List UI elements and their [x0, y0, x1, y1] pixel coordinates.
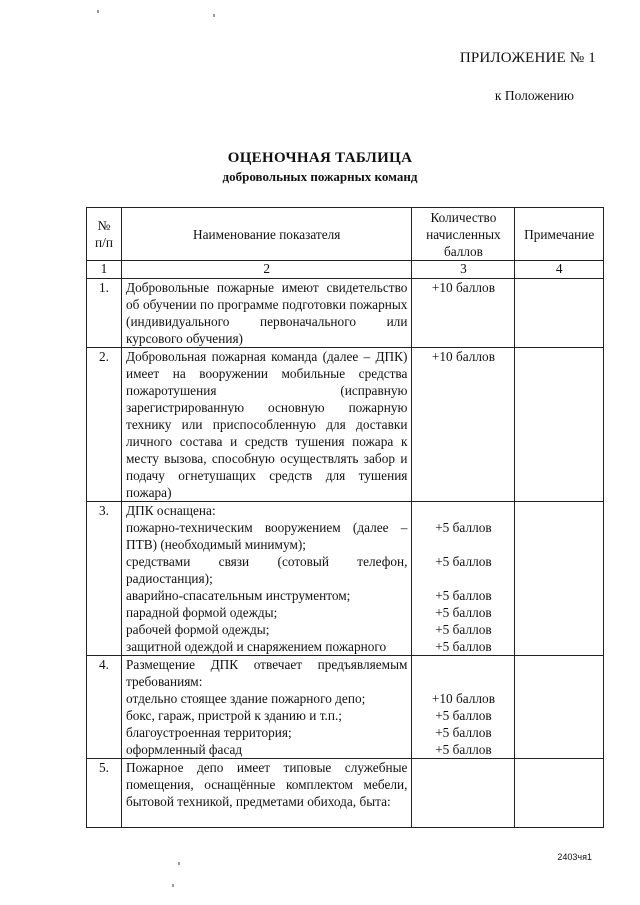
table-row — [87, 348, 604, 502]
header-name: Наименование показателя — [122, 208, 412, 261]
indicator-text: Добровольные пожарные имеют свидетельство об обучении по программе подготовки пожарных (индивидуального первоначального или курсового обучения) — [122, 279, 412, 348]
indicator-line: благоустроенная территория; — [126, 725, 292, 740]
note-cell — [515, 759, 604, 828]
points-spacer — [416, 656, 510, 673]
points-value: +5 баллов — [435, 605, 492, 620]
table-row — [87, 656, 604, 759]
points-value: +5 баллов — [435, 725, 492, 740]
points-spacer — [416, 673, 510, 690]
column-index: 3 — [412, 261, 515, 279]
points-cell — [412, 502, 515, 656]
scan-speck — [172, 884, 174, 887]
note-cell — [515, 279, 604, 348]
indicator-text: Добровольная пожарная команда (далее – ДПК) имеет на вооружении мобильные средства пожаротушения (исправную зарегистрированную основную пожарную технику или приспособленную для доставки личного состава и средств тушения пожара к месту вызова, способную осуществлять забор и подачу огнетушащих средств для тушения пожара) — [122, 348, 412, 502]
points-value: +10 баллов — [431, 691, 495, 706]
header-note: Примечание — [515, 208, 604, 261]
points-cell — [412, 348, 515, 502]
points-value: +5 баллов — [435, 708, 492, 723]
points-cell — [412, 656, 515, 759]
note-cell — [515, 502, 604, 656]
scan-speck — [178, 862, 180, 865]
note-cell — [515, 348, 604, 502]
indicator-line: средствами связи (сотовый телефон, радиостанция); — [126, 554, 408, 586]
header-points: Количество начисленных баллов — [412, 208, 515, 261]
points-value: +5 баллов — [435, 742, 492, 757]
points-spacer — [416, 536, 510, 553]
indicator-text — [122, 656, 412, 759]
points-spacer — [416, 570, 510, 587]
column-index: 4 — [515, 261, 604, 279]
column-index: 1 — [87, 261, 122, 279]
points-value: +5 баллов — [435, 639, 492, 654]
table-header-row — [87, 208, 604, 261]
points-value: +5 баллов — [435, 622, 492, 637]
row-number: 1. — [87, 279, 122, 348]
indicator-line: парадной формой одежды; — [126, 605, 278, 620]
row-number: 4. — [87, 656, 122, 759]
row-number: 5. — [87, 759, 122, 828]
scan-speck — [213, 14, 215, 17]
indicator-line: аварийно-спасательным инструментом; — [126, 588, 351, 603]
evaluation-table — [86, 207, 604, 828]
document-subtitle: добровольных пожарных команд — [222, 169, 418, 184]
indicator-text — [122, 502, 412, 656]
scan-speck — [97, 10, 99, 13]
table-row — [87, 279, 604, 348]
indicator-line: бокс, гараж, пристрой к зданию и т.п.; — [126, 708, 343, 723]
points-value: +5 баллов — [435, 554, 492, 569]
points-value: +10 баллов — [431, 349, 495, 364]
indicator-line: защитной одеждой и снаряжением пожарного — [126, 639, 387, 654]
document-code: 2403чя1 — [557, 852, 592, 862]
document-title: ОЦЕНОЧНАЯ ТАБЛИЦА — [227, 150, 413, 166]
indicator-line: пожарно-техническим вооружением (далее – ПТВ) (необходимый минимум); — [126, 520, 408, 552]
column-index-row — [87, 261, 604, 279]
note-cell — [515, 656, 604, 759]
column-index: 2 — [122, 261, 412, 279]
indicator-line: оформленный фасад — [126, 742, 243, 757]
regulation-reference: к Положению — [494, 88, 574, 103]
indicator-line: рабочей формой одежды; — [126, 622, 270, 637]
indicator-text: Пожарное депо имеет типовые служебные помещения, оснащённые комплектом мебели, бытовой техникой, предметами обихода, быта: — [122, 759, 412, 828]
points-value: +5 баллов — [435, 588, 492, 603]
points-value: +5 баллов — [435, 520, 492, 535]
table-row — [87, 759, 604, 828]
table-row — [87, 502, 604, 656]
row-number: 2. — [87, 348, 122, 502]
indicator-line: ДПК оснащена: — [126, 503, 216, 518]
row-number: 3. — [87, 502, 122, 656]
indicator-line: отдельно стоящее здание пожарного депо; — [126, 691, 366, 706]
indicator-line: Размещение ДПК отвечает предъявляемым требованиям: — [126, 657, 408, 689]
points-cell — [412, 759, 515, 828]
points-spacer — [416, 502, 510, 519]
points-cell — [412, 279, 515, 348]
header-num: № п/п — [87, 208, 122, 261]
appendix-label: ПРИЛОЖЕНИЕ № 1 — [459, 50, 596, 66]
points-value: +10 баллов — [431, 280, 495, 295]
